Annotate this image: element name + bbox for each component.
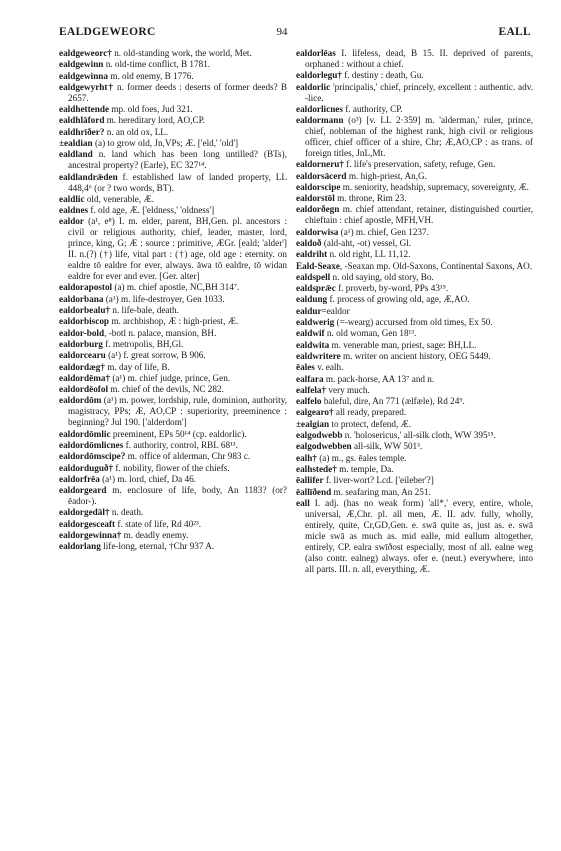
definition: m. archbishop, Æ : high-priest, Æ. [109,316,239,327]
headword: ealdorneru† [296,159,344,170]
definition: (a) m. chief apostle, NC,BH 314⁷. [112,282,240,293]
headword: ealdlic [59,193,85,204]
dictionary-entry [59,507,287,518]
headword: ealdorsācerd [296,170,347,181]
headword: ealdorscipe [296,181,341,192]
dictionary-entry [59,127,287,138]
dictionary-entry [59,138,287,149]
definition: , -Seaxan mp. Old-Saxons, Continental Saxons, AO. [339,260,533,271]
definition: m. throne, Rim 23. [334,193,407,204]
dictionary-entry [59,71,287,82]
headword: ealdorgewinna† [59,529,122,540]
dictionary-entry [296,453,533,464]
definition: m. office of alderman, Chr 983 c. [125,451,251,462]
headword: ealdorðegn [296,204,340,215]
definition: f. nobility, flower of the chiefs. [113,462,230,473]
dictionary-entry [296,407,533,418]
headword: ealfelo [296,396,322,407]
headword: ealdwita [296,339,330,350]
definition: (a) to grow old, Jn,VPs; Æ. ['eld,' 'old'] [92,138,239,149]
definition: m. pack-horse, AA 13⁷ and n. [323,373,435,384]
definition: baleful, dire, An 771 (ælfæle), Rd 24⁹. [321,396,465,407]
header-first-word: EALDGEWEORC [59,26,156,38]
dictionary-entry [296,419,533,430]
dictionary-entry [59,115,287,126]
dictionary-entry [59,216,287,282]
headword: ealdnes [59,205,89,216]
definition: m. hereditary lord, AO,CP. [104,115,205,126]
dictionary-entry [59,339,287,350]
dictionary-entry [296,306,533,317]
definition: n. former deeds : deserts of former deeds? B 2657. [68,81,287,103]
headword: ealdgewyrht† [59,81,114,92]
definition: m. venerable man, priest, sage: BH,LL. [329,339,477,350]
headword: ealdorlic [296,81,331,92]
dictionary-entry [59,474,287,485]
dictionary-entry [296,204,533,226]
dictionary-entry [296,193,533,204]
header-last-word: EALL [498,26,531,38]
headword: ealdordæg† [59,361,105,372]
headword: ealh† [296,452,317,463]
headword: ēallīðend [296,486,332,497]
dictionary-entry [296,249,533,260]
headword: ealfela† [296,384,327,395]
dictionary-entry [59,205,287,216]
headword: ealdorburg [59,338,103,349]
dictionary-entry [59,451,287,462]
running-header [0,26,561,42]
dictionary-entry [59,384,287,395]
dictionary-entry [296,171,533,182]
definition: (a) m., gs. ēales temple. [316,452,407,463]
headword: ealdgewinna [59,70,109,81]
dictionary-entry [59,485,287,507]
headword: ealdorlang [59,541,101,552]
dictionary-entry [296,475,533,486]
dictionary-entry [296,385,533,396]
definition: I. lifeless, dead, B 15. II. deprived of parents, orphaned : without a chief. [305,48,533,69]
dictionary-entry [296,498,533,575]
definition: (a¹) m. chief, Gen 1237. [338,226,429,237]
dictionary-entry [296,430,533,441]
headword: Eald-Seaxe [296,260,340,271]
dictionary-entry [59,519,287,530]
headword: ēales [296,362,315,373]
dictionary-entry [296,48,533,70]
left-column [59,48,287,553]
dictionary-entry [296,238,533,249]
dictionary-entry [296,441,533,452]
headword: ealdwerig [296,317,335,328]
dictionary-entry [296,159,533,170]
definition: I. adj. (has no weak form) 'all*,' every, entire, whole, universal, Æ,Chr. pl. all men, Æ. II. adv. fully, wholly, entirely, quite, Cr,GD,Gen. e. swā quite as, just as. e. swā micle swā as much as. mid ealle, mid eallum altogether, entirely, CP. ealra swīðost especially, most of all. ealne weg (also contr. ealneg) always. ofer e. (neut.) everywhere, into all parts. III. n. all, everything, Æ. [305,497,533,574]
headword: ealdorwisa [296,226,339,237]
definition: (a¹) m. life-destroyer, Gen 1033. [103,293,225,304]
dictionary-entry [59,541,287,552]
dictionary-entry [296,104,533,115]
definition: f. process of growing old, age, Æ,AO. [327,294,470,305]
headword: ealdorbana [59,293,104,304]
definition: 'principalis,' chief, princely, excellent : authentic. adv. -lice. [305,81,533,103]
definition: f. metropolis, BH,Gl. [102,338,184,349]
dictionary-entry [296,115,533,159]
headword: ealdgeweorc† [59,48,112,58]
definition: mp. old foes, Jud 321. [109,104,193,115]
dictionary-entry [296,227,533,238]
definition: (a¹) m. chief judge, prince, Gen. [110,372,231,383]
definition: f. old age, Æ. ['eldness,' 'oldness'] [88,205,215,216]
definition: f. liver-wort? Lcd. ['eileber'?] [323,475,434,486]
headword: ealdorbiscop [59,316,110,327]
dictionary-entry [59,104,287,115]
definition: f. authority, CP. [342,103,403,114]
dictionary-entry [296,261,533,272]
dictionary-entry [59,172,287,194]
dictionary-entry [59,294,287,305]
definition: n. old-standing work, the world, Met. [111,48,252,58]
definition: (o³) [v. LL 2·359] m. 'alderman,' ruler, prince, chief, nobleman of the highest rank, high civil or religious officer, chief officer of a shire, Chr; Æ,AO,CP : as trans. of foreign titles, JnL,Mt. [305,115,533,158]
headword: ealdorcearu [59,350,106,361]
headword: ealdorstōl [296,193,335,204]
dictionary-entry [59,463,287,474]
definition: to protect, defend, Æ. [329,418,412,429]
definition: (a¹, e⁸) I. m. elder, parent, BH,Gen. pl. ancestors : civil or religious authority, chief, leader, master, lord, prince, king, G; Æ : source : primitive, ÆGr. [eald; 'alder'] II. n.(?) (†) life, vital part : (†) age, old age : eternity. on ealdre tō ealdre for ever, always. āwa tō ealdre, tō widan ealdre for ever and ever. [Ger. alter] [68,216,287,282]
definition: m. deadly enemy. [121,529,189,540]
definition: m. enclosure of life, body, An 1183? (or? ēador-). [68,485,287,507]
headword: ealdordōmscipe? [59,451,126,462]
dictionary-entry [59,362,287,373]
definition: m. day of life, B. [104,361,170,372]
headword: ±ealgian [296,418,330,429]
definition: n. land which has been long untilled? (BTs), ancestral property? (Earle), EC 327¹⁴. [68,149,287,171]
definition: all-silk, WW 501³. [351,441,423,452]
definition: m. writer on ancient history, OEG 5449. [340,350,491,361]
headword: ealdlandrǣden [59,171,118,182]
headword: ealdsprǣc [296,283,336,294]
headword: ealdorgedāl† [59,507,110,518]
headword: ealdorgesceaft [59,518,116,529]
dictionary-entry [59,373,287,384]
headword: ealdhrīðer? [59,126,105,137]
headword: ealdorlēas [296,48,336,58]
dictionary-entry [296,374,533,385]
definition: f. proverb, by-word, PPs 43¹⁵. [335,283,449,294]
headword: ealdorapostol [59,282,113,293]
headword: ealgodwebben [296,441,352,452]
headword: ealgodwebb [296,430,343,441]
headword: ealdor-bold [59,327,105,338]
page-number: 94 [276,26,288,38]
definition: (ald-aht, -ot) vessel, Gl. [321,237,412,248]
definition: f. state of life, Rd 40²³. [115,518,202,529]
dictionary-entry [296,464,533,475]
headword: ealgearo† [296,407,334,418]
headword: ealhstede† [296,463,337,474]
definition: n. old right, LL 11,12. [327,249,411,260]
right-column [296,48,533,575]
headword: ealdgewinn [59,59,104,70]
definition: very much. [326,384,370,395]
dictionary-entry [296,396,533,407]
headword: ealfara [296,373,324,384]
dictionary-entry [59,282,287,293]
definition: n. old-time conflict, B 1781. [103,59,211,70]
headword: ealdorfrēa [59,473,100,484]
dictionary-entry [296,70,533,81]
headword: ealdhettende [59,104,110,115]
dictionary-entry [296,317,533,328]
definition: n. life-bale, death. [110,305,179,316]
headword: ealdorgeard [59,485,107,496]
dictionary-entry [59,194,287,205]
definition: old, venerable, Æ. [84,193,154,204]
dictionary-entry [59,149,287,171]
headword: ealdland [59,149,93,160]
definition: f. authority, control, RBL 68¹³. [123,439,238,450]
headword: ±ealdian [59,138,93,149]
dictionary-entry [59,395,287,428]
headword: ealdur [296,305,322,316]
headword: ealdordōm [59,395,102,406]
definition: =ealdor [321,305,350,316]
definition: (=-wearg) accursed from old times, Ex 50. [334,317,493,328]
definition: m. old enemy, B 1776. [108,70,194,81]
headword: ealdwif [296,328,325,339]
definition: f. established law of landed property, LL 448,4⁶ (or ? two words, BT). [68,171,287,193]
definition: n. old saying, old story, Bo. [330,271,434,282]
dictionary-entry [296,340,533,351]
dictionary-entry [59,48,287,59]
headword: ealdung [296,294,328,305]
definition: preeminent, EPs 50¹⁴ (cp. ealdorlic). [110,428,247,439]
definition: , -botl n. palace, mansion, BH. [104,327,217,338]
definition: n. 'holosericus,' all-silk cloth, WW 395¹⁵. [342,430,496,441]
headword: ealdhlāford [59,115,105,126]
headword: ēallifer [296,475,324,486]
headword: ealdorlicnes [296,103,343,114]
headword: ealdormann [296,115,344,126]
definition: f. life's preservation, safety, refuge, Gen. [343,159,496,170]
headword: ealdorbealu† [59,305,111,316]
definition: m. high-priest, An,G. [346,170,427,181]
dictionary-entry [296,328,533,339]
dictionary-entry [296,362,533,373]
headword: ealdordēma† [59,372,111,383]
dictionary-entry [296,487,533,498]
dictionary-entry [59,530,287,541]
headword: eall [296,497,310,508]
headword: ealdorduguð† [59,462,114,473]
definition: m. seniority, headship, supremacy, sovereignty, Æ. [340,181,529,192]
dictionary-entry [59,350,287,361]
definition: m. temple, Da. [336,463,394,474]
dictionary-entry [296,294,533,305]
dictionary-entry [296,182,533,193]
definition: life-long, eternal, †Chr 937 A. [100,541,215,552]
dictionary-entry [296,351,533,362]
definition: v. ealh. [314,362,344,373]
headword: ealdriht [296,249,328,260]
headword: ealdor [59,216,85,227]
headword: ealdwritere [296,350,341,361]
definition: n. death. [109,507,144,518]
headword: ealdspell [296,271,331,282]
definition: f. destiny : death, Gu. [341,70,424,81]
dictionary-entry [59,82,287,104]
dictionary-entry [59,59,287,70]
dictionary-entry [296,82,533,104]
definition: (a¹) f. great sorrow, B 906. [105,350,206,361]
headword: ealdordōmlic [59,428,111,439]
definition: n. old woman, Gen 18¹³. [324,328,417,339]
headword: ealdordēofol [59,384,108,395]
definition: (a¹) m. power, lordship, rule, dominion, authority, magistracy, PPs; Æ, AO,CP : superiority, preeminence : beginning? Jul 190. ['alderdom'] [68,395,287,428]
definition: m. chief attendant, retainer, distinguished courtier, chieftain : chief apostle, MFH,VH. [305,204,533,226]
dictionary-entry [59,316,287,327]
dictionary-entry [59,305,287,316]
definition: m. chief of the devils, NC 282. [108,384,224,395]
definition: all ready, prepared. [333,407,407,418]
definition: m. seafaring man, An 251. [331,486,431,497]
dictionary-entry [59,429,287,440]
dictionary-entry [59,440,287,451]
dictionary-entry [296,283,533,294]
definition: (a¹) m. lord, chief, Da 46. [99,473,196,484]
headword: ealdordōmlicnes [59,439,124,450]
dictionary-entry [296,272,533,283]
definition: n. an old ox, LL. [104,126,169,137]
headword: ealdorlegu† [296,70,342,81]
headword: ealdoð [296,237,322,248]
dictionary-entry [59,328,287,339]
